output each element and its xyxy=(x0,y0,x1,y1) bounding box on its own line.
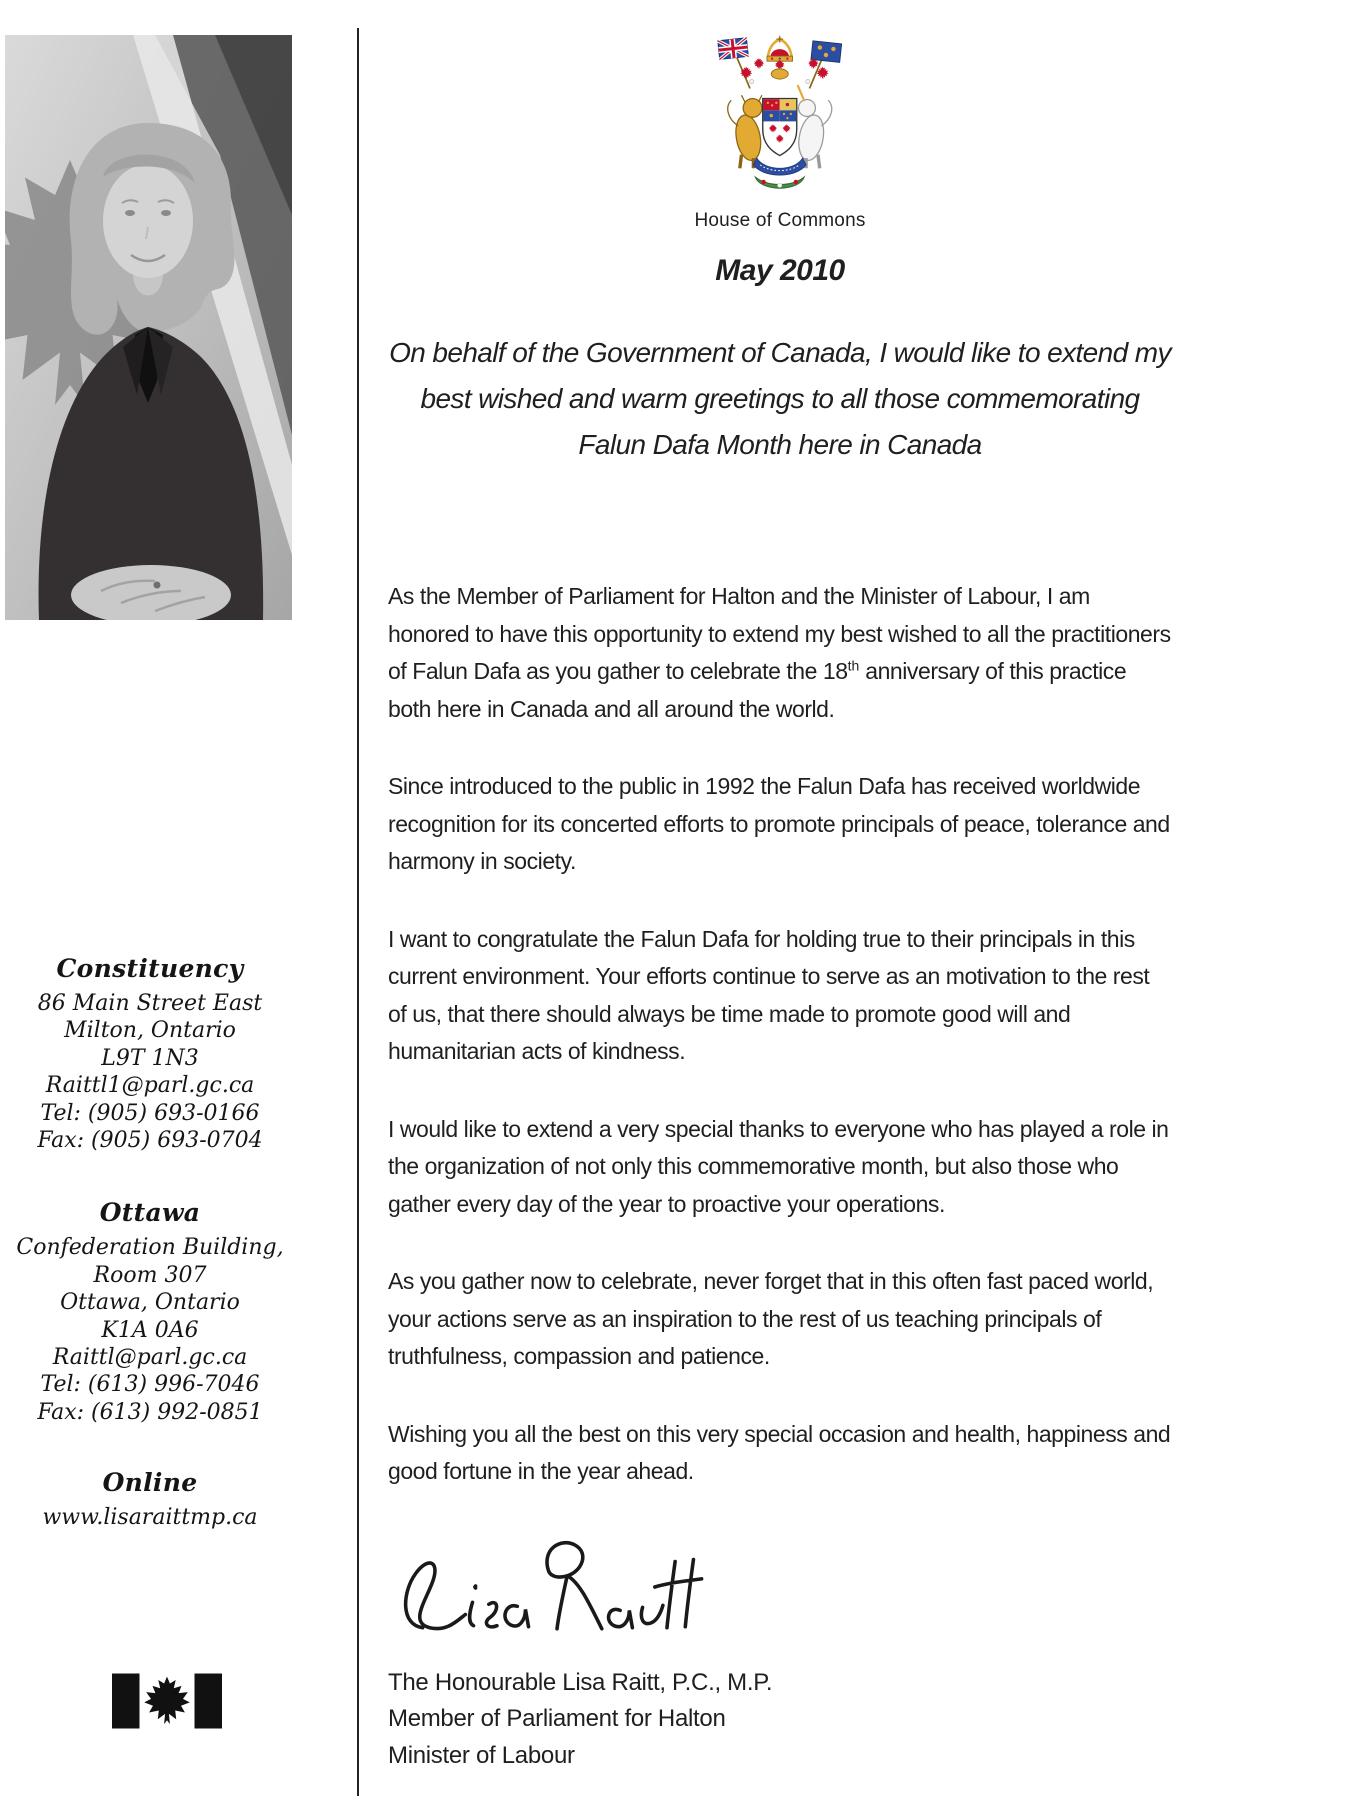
floral-base xyxy=(755,177,804,188)
ottawa-email: Raittl@parl.gc.ca xyxy=(52,1345,248,1371)
signature-block xyxy=(388,1665,1172,1775)
constituency-fax: Fax: (905) 693-0704 xyxy=(37,1128,263,1154)
letter-date: May 2010 xyxy=(715,254,845,287)
contact-info xyxy=(2,954,298,1532)
contact-line: 86 Main Street East xyxy=(37,991,263,1016)
ottawa-heading: Ottawa xyxy=(99,1198,201,1228)
canada-flag-icon xyxy=(112,1672,222,1730)
portrait-photo xyxy=(5,35,292,620)
paragraph: I want to congratulate the Falun Dafa for holding true to their principals in this current environment. Your efforts continue to serve as an motivation to the rest of us, that there should always be time made to promote good will and humanitarian acts of kindness. xyxy=(388,925,1150,1064)
contact-line: L9T 1N3 xyxy=(101,1045,199,1071)
letter-content xyxy=(388,0,1172,1774)
coat-of-arms-icon xyxy=(716,34,844,204)
paragraph: Wishing you all the best on this very special occasion and health, happiness and good fortune in the year ahead. xyxy=(388,1420,1171,1484)
ottawa-section xyxy=(2,1198,298,1426)
signer-name: The Honourable Lisa Raitt, P.C., M.P. xyxy=(388,1668,773,1696)
fleur-de-lis-flag xyxy=(811,41,842,63)
union-jack-flag xyxy=(718,38,749,60)
paragraph: I would like to extend a very special thanks to everyone who has played a role in the organization of not only this commemorative month, but also those who gather every day of the year to proactive your operations. xyxy=(388,1115,1169,1217)
unicorn-supporter xyxy=(796,85,832,168)
signature-image xyxy=(388,1531,714,1643)
constituency-section xyxy=(2,954,298,1154)
contact-line: K1A 0A6 xyxy=(101,1317,199,1343)
letter-heading: On behalf of the Government of Canada, I would like to extend my best wished and warm greetings to all those commemorating Falun Dafa Month here in Canada xyxy=(389,337,1171,460)
vertical-divider xyxy=(357,28,359,1796)
ottawa-fax: Fax: (613) 992-0851 xyxy=(37,1399,263,1425)
contact-line: Room 307 xyxy=(93,1262,207,1288)
paragraph: Since introduced to the public in 1992 the Falun Dafa has received worldwide recognition for its concerted efforts to promote principals of peace, tolerance and harmony in society. xyxy=(388,773,1170,874)
org-name: House of Commons xyxy=(694,210,866,231)
shield xyxy=(763,99,797,156)
signer-title-1: Member of Parliament for Halton xyxy=(388,1705,726,1732)
paragraph-text: anniversary of this practice both here in Canada and all around the world. xyxy=(388,658,1127,722)
constituency-tel: Tel: (905) 693-0166 xyxy=(40,1100,260,1126)
contact-line: Ottawa, Ontario xyxy=(60,1290,240,1316)
contact-line: Confederation Building, xyxy=(16,1235,284,1261)
crown-icon xyxy=(767,36,793,62)
online-heading: Online xyxy=(102,1468,198,1498)
website-url: www.lisaraittmp.ca xyxy=(42,1505,258,1531)
ottawa-tel: Tel: (613) 996-7046 xyxy=(40,1372,260,1398)
motto-ribbon xyxy=(754,158,807,175)
online-section xyxy=(2,1468,298,1531)
signer-title-2: Minister of Labour xyxy=(388,1741,575,1769)
maple-leaf-icon xyxy=(144,1677,189,1724)
paragraph xyxy=(388,578,1172,728)
paragraph: As you gather now to celebrate, never forget that in this often fast paced world, your actions serve as an inspiration to the rest of us teaching principals of truthfulness, compassion and patience. xyxy=(388,1268,1154,1369)
contact-line: Milton, Ontario xyxy=(64,1018,236,1044)
lion-supporter xyxy=(728,95,764,168)
ordinal-superscript: th xyxy=(847,657,860,674)
constituency-email: Raittl1@parl.gc.ca xyxy=(45,1073,255,1099)
letter-body xyxy=(388,578,1172,1491)
constituency-heading: Constituency xyxy=(56,954,244,983)
paragraph-text: As the Member of Parliament for Halton and the Minister of Labour, I am honored to have this opportunity to extend my best wished to all the practitioners of Falun Dafa as you gather to celebrate the 18 xyxy=(388,583,1171,684)
